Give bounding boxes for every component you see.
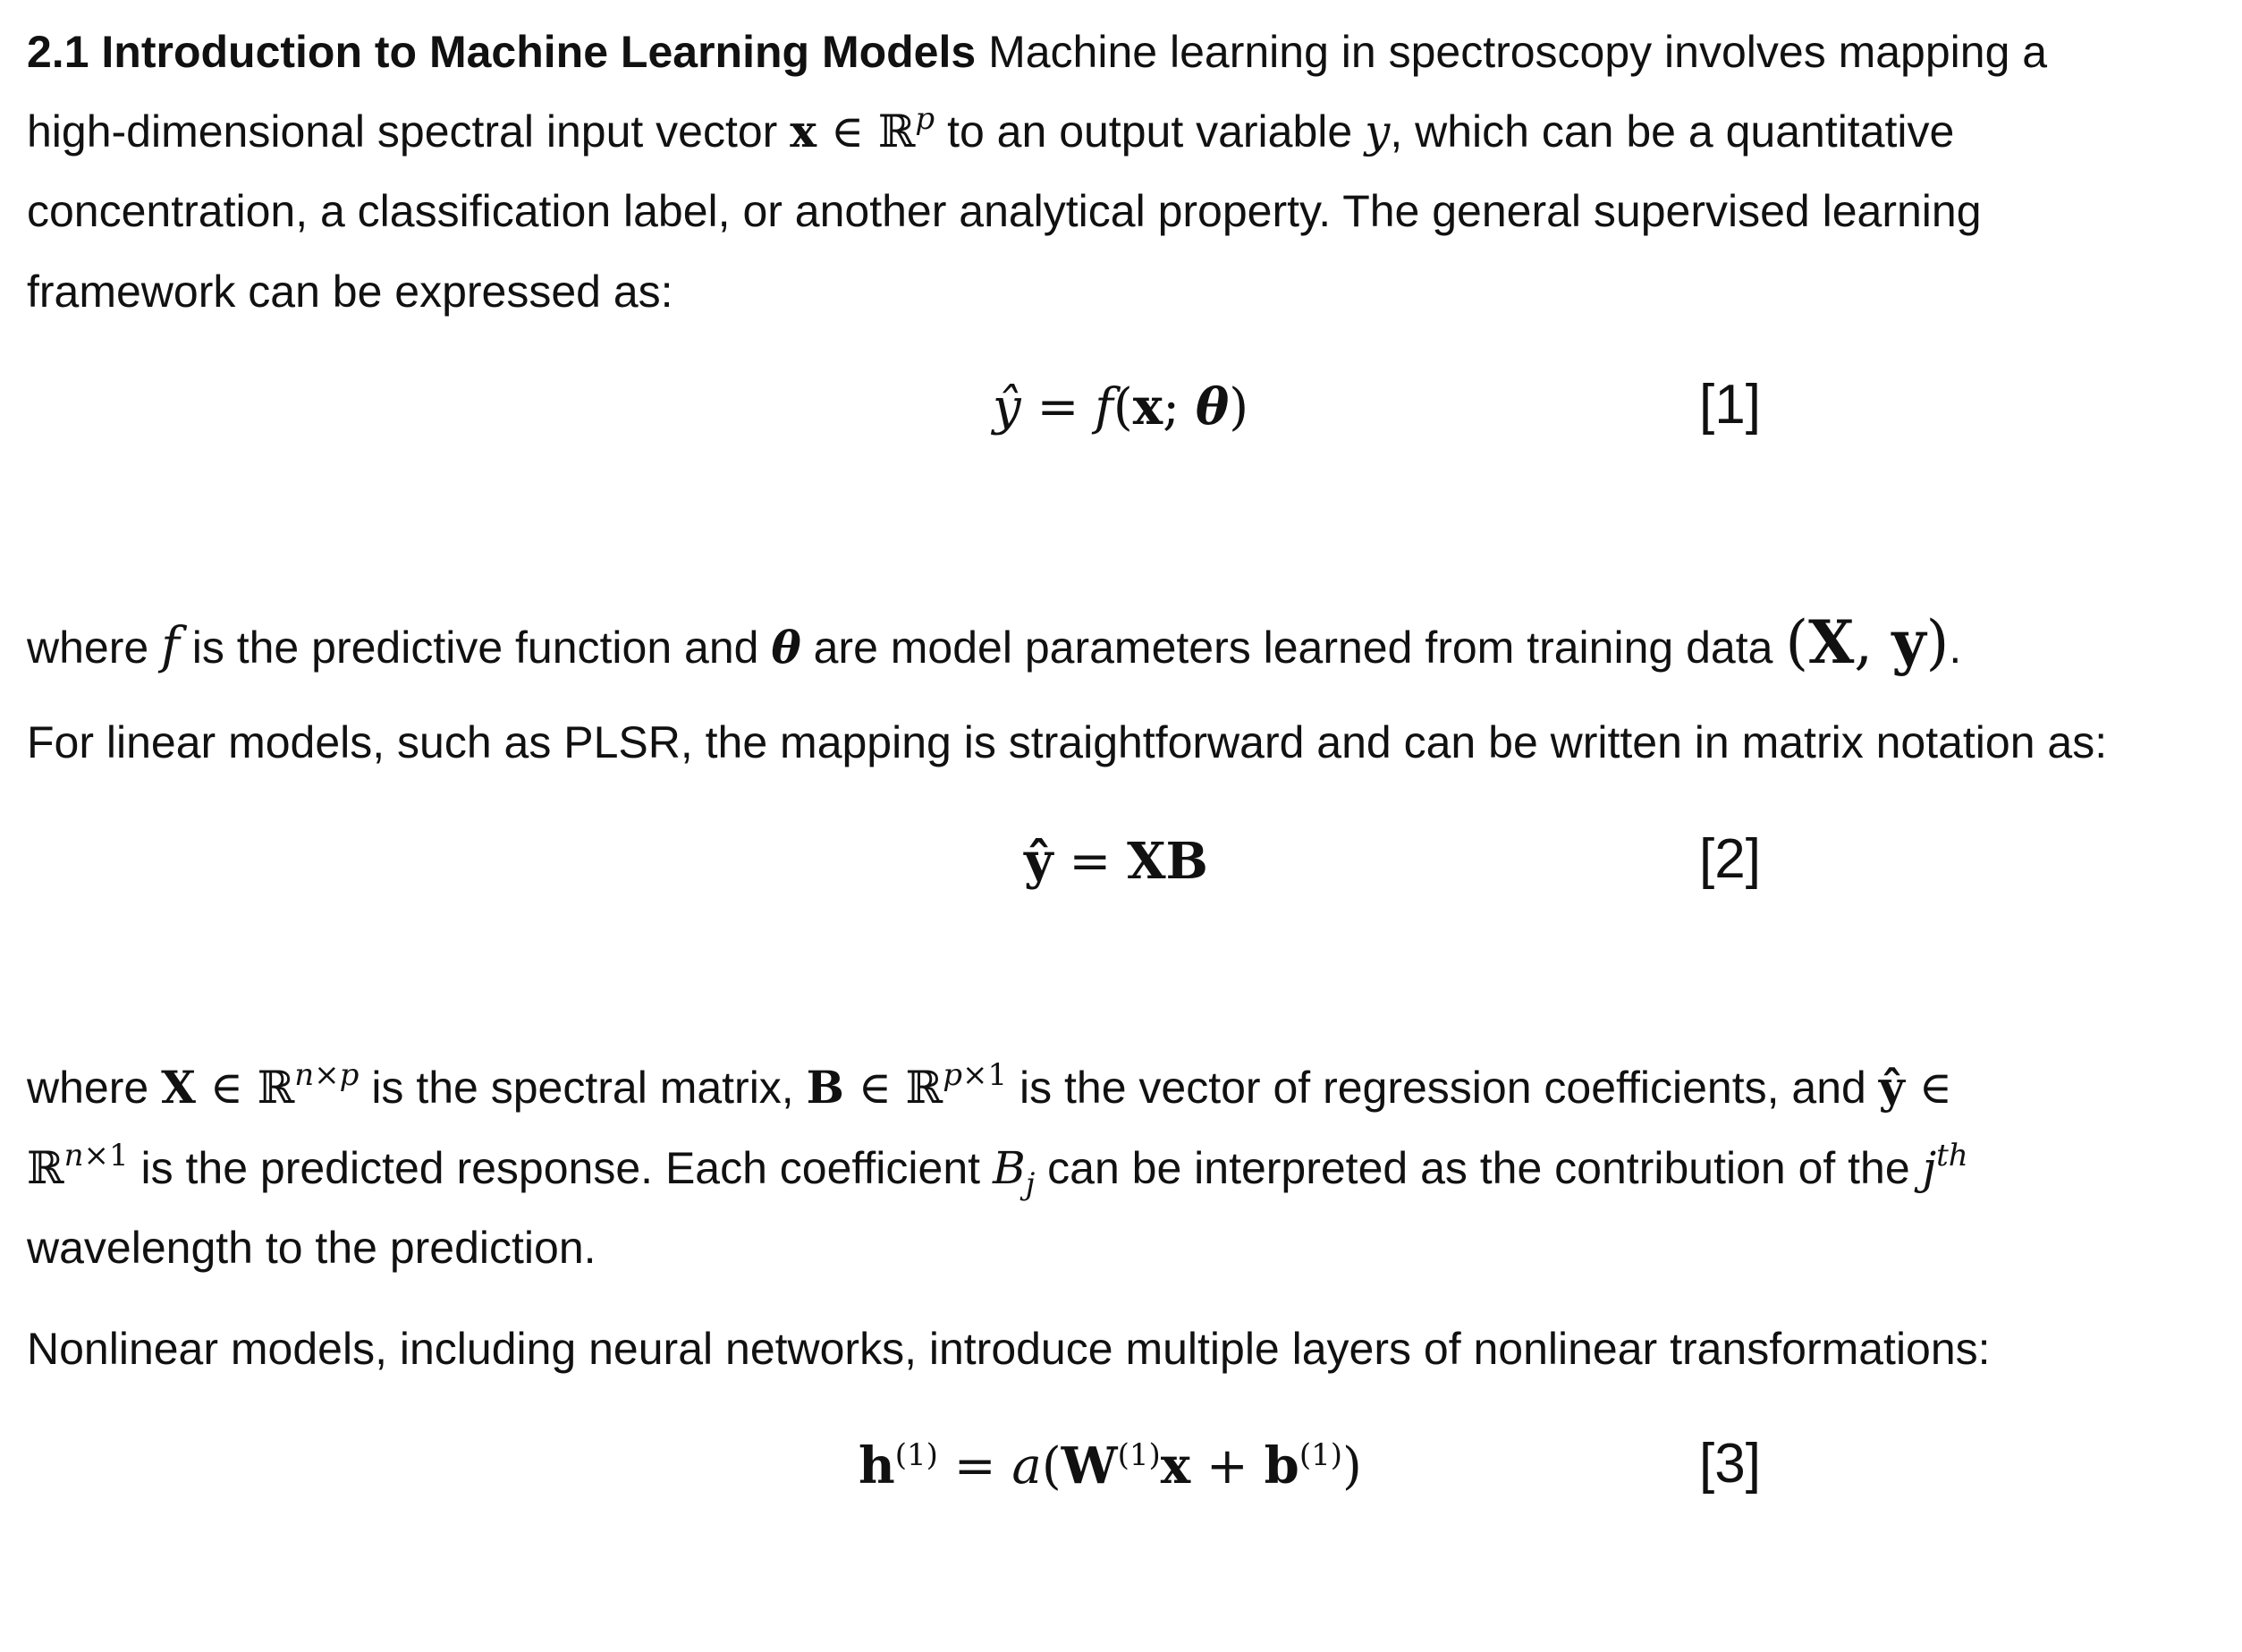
paragraph-line (27, 607, 1962, 677)
paragraph-text: concentration, a classification label, or another analytical property. The general supervised learning (27, 186, 1982, 236)
paragraph-line (27, 1138, 1968, 1202)
paragraph-text: Machine learning in spectroscopy involves mapping a (988, 27, 2048, 77)
paragraph-line (27, 25, 2047, 79)
math-inline: θ (771, 621, 801, 674)
math-inline: y (1365, 106, 1391, 157)
paragraph-text: framework can be expressed as: (27, 267, 673, 317)
paragraph-line (27, 1322, 1991, 1376)
paragraph-line (27, 1221, 596, 1275)
paragraph-text: Nonlinear models, including neural networks, introduce multiple layers of nonlinear transformations: (27, 1324, 1991, 1374)
document-page (27, 0, 2227, 1652)
paragraph-text: can be interpreted as the contribution of the (1047, 1143, 1910, 1193)
math-inline: x ∈ ℝ$^p$ (790, 101, 935, 157)
paragraph-text: where (27, 1063, 149, 1113)
paragraph-line (27, 716, 2107, 769)
paragraph-line (27, 184, 1982, 238)
math-inline: $B_j$ (992, 1142, 1036, 1202)
equation-number: [2] (1699, 828, 1761, 890)
math-inline: ŷ ∈ (1878, 1061, 1952, 1114)
math-inline: X ∈ ℝ$^{n\times p}$ (161, 1057, 360, 1114)
paragraph-text: is the vector of regression coefficients, and (1019, 1063, 1866, 1113)
equation-1: ŷ = f(x; θ) (993, 377, 1249, 436)
paragraph-text: are model parameters learned from training data (813, 623, 1773, 673)
section-heading: 2.1 Introduction to Machine Learning Models (27, 27, 977, 77)
equation-3: $h^{(1)} = a(W^{(1)}x + b^{(1)})$ (859, 1436, 1362, 1495)
paragraph-line (27, 265, 673, 318)
paragraph-text: wavelength to the prediction. (27, 1223, 596, 1273)
paragraph-text: is the predicted response. Each coefficient (140, 1143, 981, 1193)
paragraph-line (27, 1057, 1952, 1114)
equation-number: [3] (1699, 1433, 1761, 1495)
paragraph-text: , which can be a quantitative (1390, 106, 1955, 157)
paragraph-text: to an output variable (947, 106, 1353, 157)
paragraph-text: high-dimensional spectral input vector (27, 106, 778, 157)
paragraph-text: is the spectral matrix, (371, 1063, 794, 1113)
math-inline: $j^{th}$ (1922, 1138, 1968, 1194)
paragraph-text: . (1949, 623, 1962, 673)
paragraph-text: where (27, 623, 149, 673)
paragraph-line (27, 101, 1955, 158)
equation-number: [1] (1699, 374, 1761, 436)
equation-2: ŷ = XB (1024, 832, 1208, 891)
math-inline: (X, y) (1785, 607, 1950, 677)
paragraph-text: is the predictive function and (191, 623, 759, 673)
math-inline: f (161, 617, 180, 675)
math-inline: B ∈ ℝ$^{p\times 1}$ (806, 1057, 1008, 1114)
paragraph-text: For linear models, such as PLSR, the mapping is straightforward and can be written in matrix notation as: (27, 717, 2108, 767)
math-inline: ℝ$^{n\times 1}$ (27, 1138, 129, 1194)
